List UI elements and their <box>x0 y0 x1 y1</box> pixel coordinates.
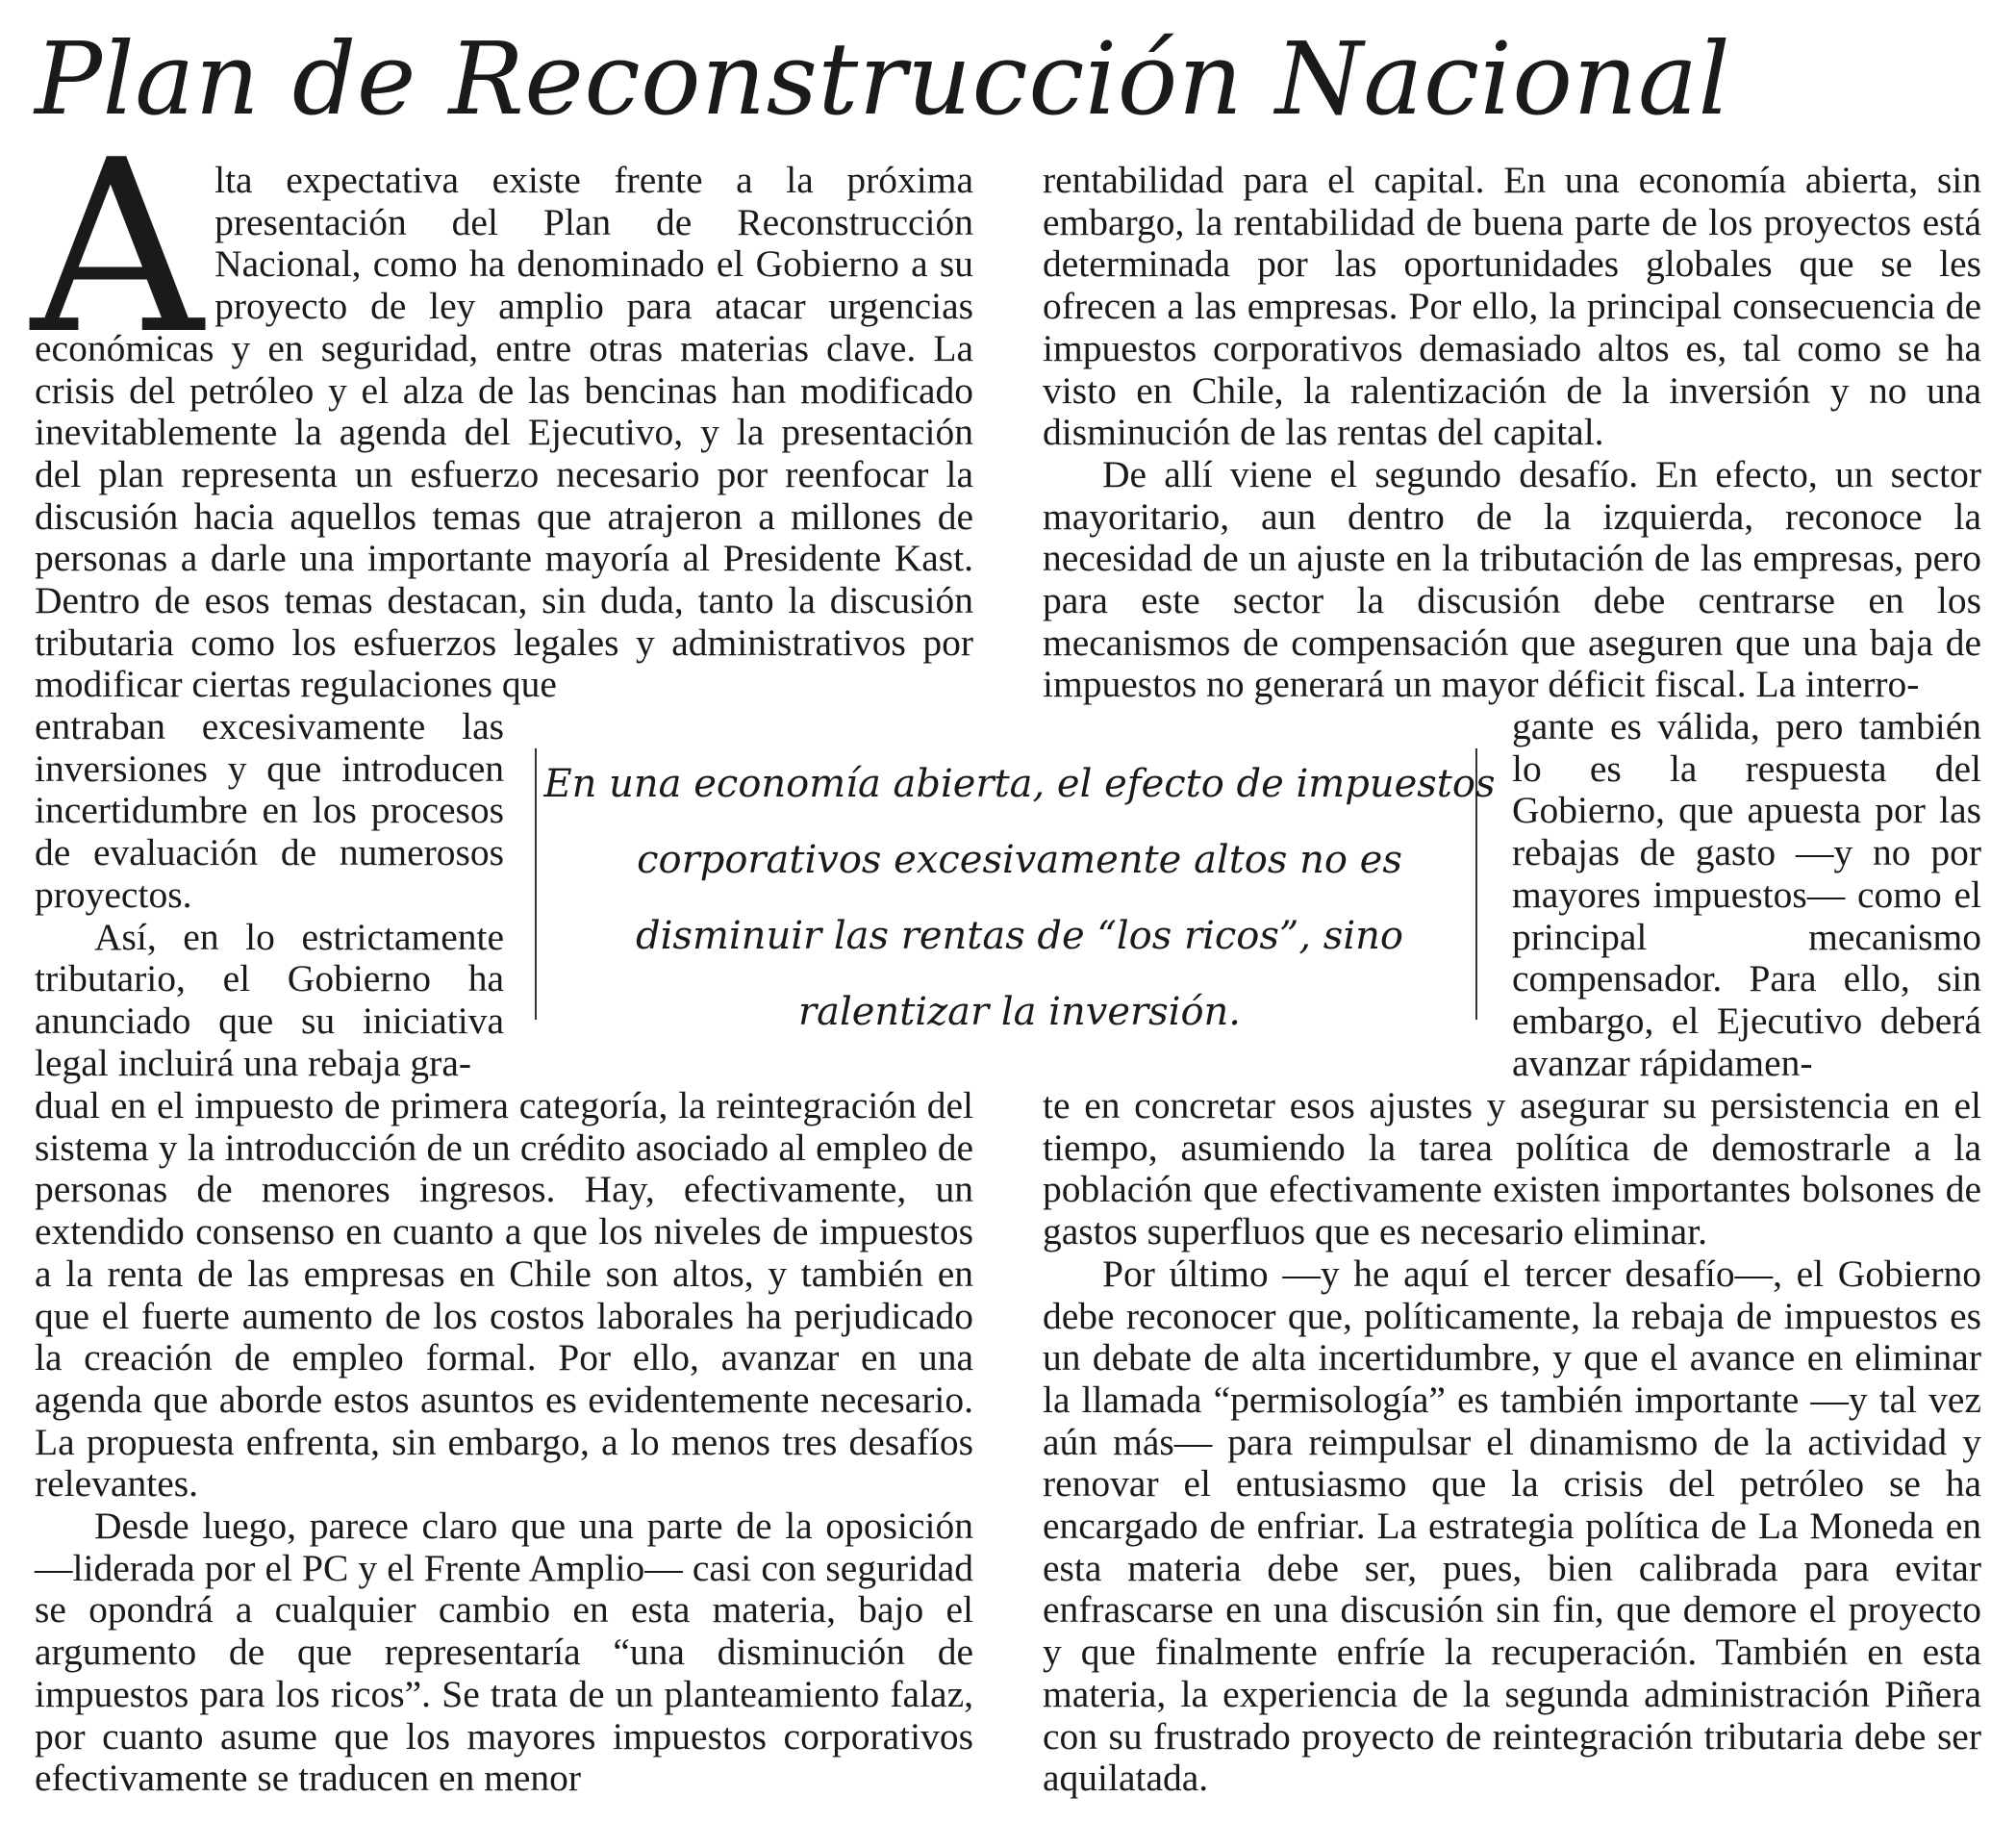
headline: Plan de Reconstrucción Nacional <box>35 20 1731 138</box>
column-2-bottom <box>1043 1085 1981 1800</box>
column-1-narrow <box>35 706 504 1084</box>
column-2-top <box>1043 160 1981 706</box>
paragraph-3: Desde luego, parece claro que una parte de la oposición —liderada por el PC y el Frente Amplio— casi con seguridad se opondrá a cualquier cambio en esta materia, bajo el argumento de que representaría “una disminución de impuestos para los ricos”. Se trata de un planteamiento falaz, por cuanto asume que los mayores impuestos corporativos efectivamente se traducen en menor <box>35 1505 973 1800</box>
pull-quote: En una economía abierta, el efecto de impuestos corporativos excesivamente altos no es disminuir las rentas de “los ricos”, sino ralentizar la inversión. <box>543 762 1496 1034</box>
paragraph-1-text: lta expectativa existe frente a la próxima presentación del Plan de Reconstrucción Nacional, como ha denominado el Gobierno a su proyecto de ley amplio para atacar urgencias económicas y en seguridad, entre otras materias clave. La crisis del petróleo y el alza de las bencinas han modificado inevitablemente la agenda del Ejecutivo, y la presentación del plan representa un esfuerzo necesario por reenfocar la discusión hacia aquellos temas que atrajeron a millones de personas a darle una importante mayoría al Presidente Kast. Dentro de esos temas destacan, sin duda, tanto la discusión tributaria como los esfuerzos legales y administrativos por modificar ciertas regulaciones que <box>35 159 973 706</box>
paragraph-4: De allí viene el segundo desafío. En efecto, un sector mayoritario, aun dentro de la izquierda, reconoce la necesidad de un ajuste en la tributación de las empresas, pero para este sector la discusión debe centrarse en los mecanismos de compensación que aseguren que una baja de impuestos no generará un mayor déficit fiscal. La interro- <box>1043 452 1981 706</box>
paragraph-1 <box>31 110 973 706</box>
drop-cap: A <box>31 110 204 387</box>
paragraph-3-continued: rentabilidad para el capital. En una economía abierta, sin embargo, la rentabilidad de buena parte de los proyectos está determinada por las oportunidades globales que se les ofrecen a las empresas. Por ello, la principal consecuencia de impuestos corporativos demasiado altos es, tal como se ha visto en Chile, la ralentización de la inversión y no una disminución de las rentas del capital. <box>1043 159 1981 454</box>
paragraph-1-continued: entraban excesivamente las inversiones y que introducen incertidumbre en los procesos de evaluación de numerosos proyectos. <box>35 705 504 916</box>
column-2-narrow <box>1512 706 1981 1084</box>
paragraph-2-continued: dual en el impuesto de primera categoría, la reintegración del sistema y la introducción de un crédito asociado al empleo de personas de menores ingresos. Hay, efectivamente, un extendido consenso en cuanto a que los niveles de impuestos a la renta de las empresas en Chile son altos, y también en que el fuerte aumento de los costos laborales ha perjudicado la creación de empleo formal. Por ello, avanzar en una agenda que aborde estos asuntos es evidentemente necesario. La propuesta enfrenta, sin embargo, a lo menos tres desafíos relevantes. <box>35 1084 973 1505</box>
column-1-bottom <box>35 1085 973 1800</box>
paragraph-2: Así, en lo estrictamente tributario, el Gobierno ha anunciado que su iniciativa legal incluirá una rebaja gra- <box>35 915 504 1084</box>
paragraph-5: Por último —y he aquí el tercer desafío—, el Gobierno debe reconocer que, políticamente, la rebaja de impuestos es un debate de alta incertidumbre, y que el avance en eliminar la llamada “permisología” es también importante —y tal vez aún más— para reimpulsar el dinamismo de la actividad y renovar el entusiasmo que la crisis del petróleo se ha encargado de enfriar. La estrategia política de La Moneda en esta materia debe ser, pues, bien calibrada para evitar enfrascarse en una discusión sin fin, que demore el proyecto y que finalmente enfríe la recuperación. También en esta materia, la experiencia de la segunda administración Piñera con su frustrado proyecto de reintegración tributaria debe ser aquilatada. <box>1043 1252 1981 1800</box>
paragraph-4-continued: gante es válida, pero también lo es la respuesta del Gobierno, que apuesta por las rebajas de gasto —y no por mayores impuestos— como el principal mecanismo compensador. Para ello, sin embargo, el Ejecutivo deberá avanzar rápidamen- <box>1512 705 1981 1084</box>
pull-quote-left-rule <box>535 748 537 1020</box>
paragraph-4-end: te en concretar esos ajustes y asegurar su persistencia en el tiempo, asumiendo la tarea política de demostrarle a la población que efectivamente existen importantes bolsones de gastos superfluos que es necesario eliminar. <box>1043 1084 1981 1253</box>
column-1-top <box>31 110 973 706</box>
